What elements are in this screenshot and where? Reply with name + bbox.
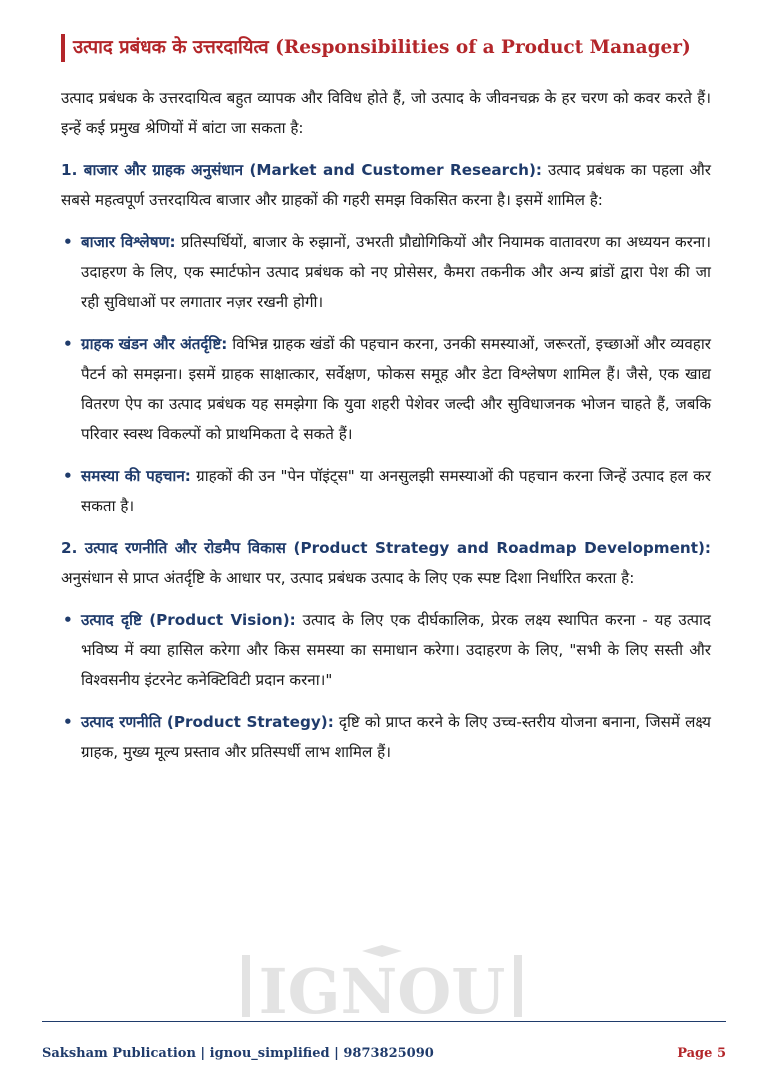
list-item-text: विभिन्न ग्राहक खंडों की पहचान करना, उनकी समस्याओं, जरूरतों, इच्छाओं और व्यवहार पैटर्न को समझना। इसमें ग्राहक साक्षात्कार, सर्वेक्षण, फोकस समूह और डेटा विश्लेषण शामिल हैं। जैसे, एक खाद्य वितरण ऐप का उत्पाद प्रबंधक यह समझेगा कि युवा शहरी पेशेवर जल्दी और सुविधाजनक भोजन चाहते हैं, जबकि परिवार स्वस्थ विकल्पों को प्राथमिकता दे सकते हैं। bbox=[81, 335, 711, 443]
list-item bbox=[61, 329, 711, 449]
section-1-list bbox=[61, 227, 711, 521]
list-item bbox=[61, 461, 711, 521]
footer-publisher: Saksham Publication | ignou_simplified | 9873825090 bbox=[42, 1046, 434, 1061]
page-number: Page 5 bbox=[677, 1046, 726, 1061]
bullet-icon: • bbox=[63, 335, 73, 353]
list-item-text: प्रतिस्पर्धियों, बाजार के रुझानों, उभरती प्रौद्योगिकियों और नियामक वातावरण का अध्ययन करना। उदाहरण के लिए, एक स्मार्टफोन उत्पाद प्रबंधक को नए प्रोसेसर, कैमरा तकनीक और अन्य ब्रांडों द्वारा पेश की जा रही सुविधाओं पर लगातार नज़र रखनी होगी। bbox=[81, 233, 711, 311]
list-item-term: समस्या की पहचान: bbox=[81, 467, 191, 485]
list-item-text: ग्राहकों की उन "पेन पॉइंट्स" या अनसुलझी समस्याओं की पहचान करना जिन्हें उत्पाद हल कर सकता है। bbox=[81, 467, 711, 515]
list-item-text: दृष्टि को प्राप्त करने के लिए उच्च-स्तरीय योजना बनाना, जिसमें लक्ष्य ग्राहक, मुख्य मूल्य प्रस्ताव और प्रतिस्पर्धी लाभ शामिल हैं। bbox=[81, 713, 711, 761]
list-item-term: ग्राहक खंडन और अंतर्दृष्टि: bbox=[81, 335, 228, 353]
content-body bbox=[61, 83, 711, 779]
section-1-paragraph bbox=[61, 155, 711, 215]
section-2-text: अनुसंधान से प्राप्त अंतर्दृष्टि के आधार पर, उत्पाद प्रबंधक उत्पाद के लिए एक स्पष्ट दिशा निर्धारित करता है: bbox=[61, 569, 635, 587]
section-2-paragraph bbox=[61, 533, 711, 593]
ignou-watermark-logo bbox=[232, 945, 532, 1020]
list-item-term: बाजार विश्लेषण: bbox=[81, 233, 176, 251]
svg-text:IGNOU: IGNOU bbox=[258, 955, 506, 1020]
bullet-icon: • bbox=[63, 467, 73, 485]
bullet-icon: • bbox=[63, 233, 73, 251]
list-item bbox=[61, 605, 711, 695]
section-2-title: 2. उत्पाद रणनीति और रोडमैप विकास (Product Strategy and Roadmap Development): bbox=[61, 539, 711, 557]
footer-divider bbox=[42, 1021, 726, 1022]
intro-paragraph: उत्पाद प्रबंधक के उत्तरदायित्व बहुत व्यापक और विविध होते हैं, जो उत्पाद के जीवनचक्र के हर चरण को कवर करते हैं। इन्हें कई प्रमुख श्रेणियों में बांटा जा सकता है: bbox=[61, 89, 711, 137]
list-item-text: उत्पाद के लिए एक दीर्घकालिक, प्रेरक लक्ष्य स्थापित करना - यह उत्पाद भविष्य में क्या हासिल करेगा और किस समस्या का समाधान करेगा। उदाहरण के लिए, "सभी के लिए सस्ती और विश्वसनीय इंटरनेट कनेक्टिविटी प्रदान करना।" bbox=[81, 611, 711, 689]
section-2-list bbox=[61, 605, 711, 767]
section-heading: उत्पाद प्रबंधक के उत्तरदायित्व (Responsibilities of a Product Manager) bbox=[61, 34, 733, 62]
section-1-title: 1. बाजार और ग्राहक अनुसंधान (Market and Customer Research): bbox=[61, 161, 542, 179]
bullet-icon: • bbox=[63, 611, 73, 629]
list-item-term: उत्पाद दृष्टि (Product Vision): bbox=[81, 611, 296, 629]
bullet-icon: • bbox=[63, 713, 73, 731]
list-item bbox=[61, 227, 711, 317]
list-item-term: उत्पाद रणनीति (Product Strategy): bbox=[81, 713, 334, 731]
section-1-text: उत्पाद प्रबंधक का पहला और सबसे महत्वपूर्ण उत्तरदायित्व बाजार और ग्राहकों की गहरी समझ विकसित करना है। इसमें शामिल है: bbox=[61, 161, 711, 209]
list-item bbox=[61, 707, 711, 767]
